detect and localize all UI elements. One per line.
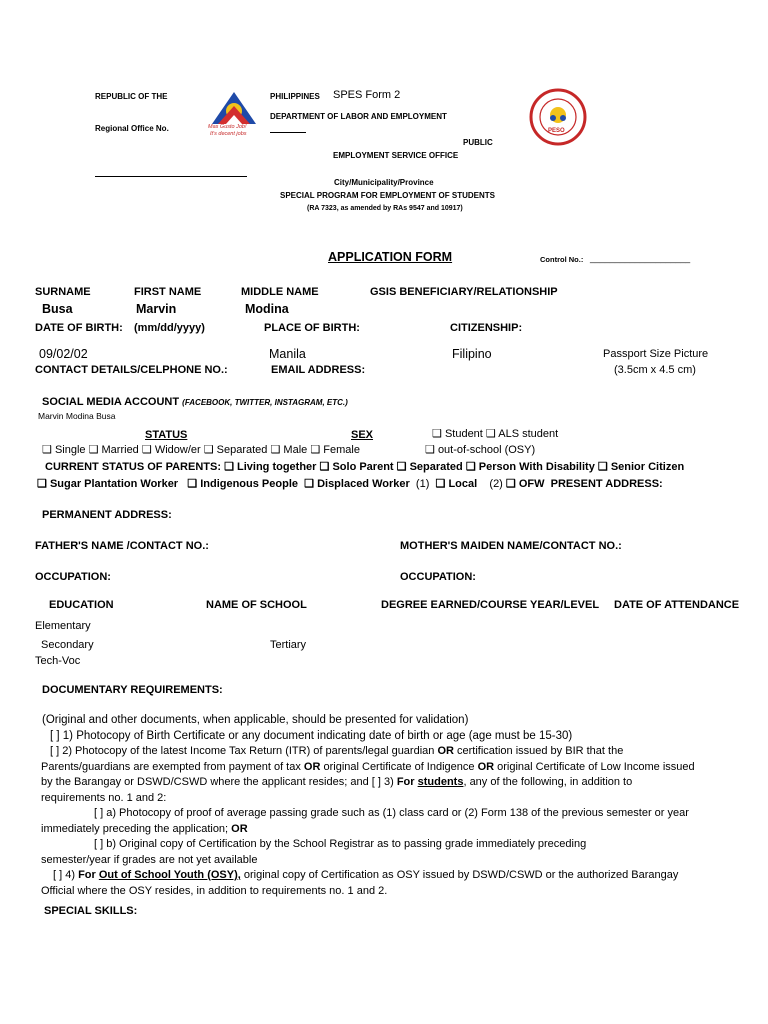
regional-office-line — [95, 176, 247, 177]
ofw-checkbox[interactable]: ❑ — [505, 478, 516, 490]
option-1-label: (1) — [415, 478, 430, 490]
local-label: Local — [448, 478, 478, 490]
requirement-2-or-2: OR — [303, 760, 321, 773]
osy-checkbox[interactable]: ❑ — [425, 444, 435, 456]
first-name-label: FIRST NAME — [134, 286, 202, 298]
pwd-checkbox[interactable]: ❑ — [465, 461, 476, 473]
dole-tagline-1: Mas Gusto Job! — [208, 124, 247, 130]
requirement-2-or-3: OR — [477, 760, 495, 773]
social-media-value[interactable]: Marvin Modina Busa — [38, 411, 116, 421]
city-label: City/Municipality/Province — [334, 178, 434, 187]
parents-status-row — [45, 462, 684, 473]
separated-parents-checkbox[interactable]: ❑ — [396, 461, 407, 473]
student-checkbox[interactable]: ❑ — [432, 428, 442, 440]
married-label: Married — [101, 444, 139, 456]
senior-label: Senior Citizen — [610, 461, 685, 473]
requirement-3b-text: [ ] b) Original copy of Certification by the School Registrar as to passing grade immediately preceding semester/year if grades are not yet available — [41, 838, 587, 866]
citizenship-label: CITIZENSHIP: — [450, 322, 523, 334]
widow-checkbox[interactable]: ❑ — [141, 444, 152, 456]
single-checkbox[interactable]: ❑ — [42, 444, 52, 456]
form-name: SPES Form 2 — [333, 89, 401, 101]
female-label: Female — [323, 444, 360, 456]
living-together-label: Living together — [237, 461, 317, 473]
philippines-label: PHILIPPINES — [270, 92, 320, 101]
control-no-field[interactable]: ____________________ — [590, 253, 691, 263]
program-label: SPECIAL PROGRAM FOR EMPLOYMENT OF STUDENTS — [280, 191, 495, 200]
control-no-label: Control No.: — [540, 255, 584, 264]
parents-status-label: CURRENT STATUS OF PARENTS: — [45, 461, 221, 473]
degree-heading: DEGREE EARNED/COURSE — [381, 599, 528, 611]
displaced-checkbox[interactable]: ❑ — [304, 478, 314, 490]
separated-label: Separated — [216, 444, 268, 456]
year-heading: YEAR/LEVEL — [530, 599, 600, 611]
form-title: APPLICATION FORM — [328, 250, 453, 264]
middle-name-label: MIDDLE NAME — [241, 286, 319, 298]
osy-label: out-of-school (OSY) — [437, 444, 536, 456]
pob-label: PLACE OF BIRTH: — [264, 322, 360, 334]
contact-label: CONTACT DETAILS/CELPHONE NO.: — [35, 364, 228, 376]
public-label: PUBLIC — [463, 138, 493, 147]
tertiary-label: Tertiary — [270, 639, 307, 651]
sugar-label: Sugar Plantation Worker — [49, 478, 179, 490]
indigenous-label: Indigenous People — [200, 478, 298, 490]
single-label: Single — [54, 444, 86, 456]
widow-label: Widow/er — [154, 444, 201, 456]
social-media-hint: (FACEBOOK, TWITTER, INSTAGRAM, ETC.) — [182, 398, 348, 407]
mother-label: MOTHER'S MAIDEN NAME/CONTACT NO.: — [400, 540, 622, 552]
requirement-4 — [41, 868, 681, 899]
requirement-4-bracket: [ ] 4) — [53, 869, 79, 881]
middle-name-value[interactable]: Modina — [245, 302, 289, 316]
email-label: EMAIL ADDRESS: — [271, 364, 366, 376]
surname-value[interactable]: Busa — [42, 302, 73, 316]
father-occupation-label: OCCUPATION: — [35, 571, 111, 583]
requirement-4-text: original copy of Certification as OSY issued by DSWD/CSWD or the authorized Barangay Official where the OSY resides, in addition to requirements no. 1 and 2. — [41, 869, 679, 897]
requirements-intro: (Original and other documents, when applicable, should be presented for validation) — [42, 714, 469, 726]
senior-checkbox[interactable]: ❑ — [597, 461, 608, 473]
department-line — [270, 132, 306, 133]
male-label: Male — [283, 444, 308, 456]
regional-office-label: Regional Office No. — [95, 124, 169, 133]
requirement-3a — [41, 806, 706, 837]
mother-occupation-label: OCCUPATION: — [400, 571, 476, 583]
first-name-value[interactable]: Marvin — [136, 302, 177, 316]
option-2-label: (2) — [489, 478, 503, 490]
requirement-2-text-b: certification issued by BIR that the Parents/guardians are exempted from payment of tax — [41, 745, 624, 773]
married-checkbox[interactable]: ❑ — [88, 444, 99, 456]
sex-heading: SEX — [351, 429, 374, 441]
requirement-2-3 — [41, 744, 696, 806]
department-label: DEPARTMENT OF LABOR AND EMPLOYMENT — [270, 112, 447, 121]
passport-size-label: (3.5cm x 4.5 cm) — [614, 364, 696, 376]
requirement-3-for: For — [396, 776, 418, 788]
local-checkbox[interactable]: ❑ — [435, 478, 446, 490]
special-skills-label: SPECIAL SKILLS: — [44, 905, 138, 917]
ofw-label: OFW — [518, 478, 545, 490]
sugar-checkbox[interactable]: ❑ — [37, 478, 47, 490]
requirement-3a-or: OR — [231, 822, 248, 835]
displaced-label: Displaced Worker — [317, 478, 410, 490]
dob-value[interactable]: 09/02/02 — [39, 347, 88, 361]
requirement-3a-text: [ ] a) Photocopy of proof of average passing grade such as (1) class card or (2) Form 138 of the previous semester or year immediately preceding the application; — [41, 807, 689, 835]
indigenous-checkbox[interactable]: ❑ — [187, 478, 198, 490]
surname-label: SURNAME — [35, 286, 91, 298]
techvoc-label: Tech-Voc — [35, 655, 81, 667]
requirement-2-or-1: OR — [437, 745, 454, 757]
requirement-2-text-a: [ ] 2) Photocopy of the latest Income Tax Return (ITR) of parents/legal guardian — [50, 745, 438, 757]
dob-format-label: (mm/dd/yyyy) — [134, 322, 205, 334]
solo-parent-label: Solo Parent — [332, 461, 394, 473]
school-heading: NAME OF SCHOOL — [206, 599, 307, 611]
male-checkbox[interactable]: ❑ — [270, 444, 281, 456]
passport-picture-label: Passport Size Picture — [603, 348, 709, 360]
elementary-label: Elementary — [35, 620, 91, 632]
student-label: Student — [444, 428, 483, 440]
present-address-label: PRESENT ADDRESS: — [550, 478, 663, 490]
requirement-4-osy: Out of School Youth (OSY), — [98, 869, 241, 881]
peso-acronym: PESO — [548, 128, 565, 134]
secondary-label: Secondary — [41, 639, 94, 651]
student-type-row — [432, 429, 558, 440]
requirement-2-text-c: original Certificate of Indigence — [320, 760, 478, 773]
separated-parents-label: Separated — [409, 461, 463, 473]
requirement-1: [ ] 1) Photocopy of Birth Certificate or any document indicating date of birth or age (age must be 15-30) — [50, 730, 573, 742]
dob-label: DATE OF BIRTH: — [35, 322, 123, 334]
education-heading: EDUCATION — [49, 599, 114, 611]
osy-row — [425, 445, 535, 456]
citizenship-value[interactable]: Filipino — [452, 347, 492, 361]
gsis-label: GSIS BENEFICIARY/RELATIONSHIP — [370, 286, 558, 298]
social-media-label-text: SOCIAL MEDIA ACCOUNT — [42, 396, 183, 408]
status-heading: STATUS — [145, 429, 188, 441]
dole-logo — [208, 90, 260, 140]
solo-parent-checkbox[interactable]: ❑ — [319, 461, 330, 473]
ra-label: (RA 7323, as amended by RAs 9547 and 10917) — [307, 205, 463, 212]
republic-label: REPUBLIC OF THE — [95, 92, 168, 101]
living-together-checkbox[interactable]: ❑ — [224, 461, 234, 473]
pwd-label: Person With Disability — [478, 461, 595, 473]
permanent-address-label: PERMANENT ADDRESS: — [42, 509, 172, 521]
doc-requirements-heading: DOCUMENTARY REQUIREMENTS: — [42, 684, 223, 696]
female-checkbox[interactable]: ❑ — [310, 444, 321, 456]
parents-status-row-2 — [37, 479, 663, 490]
pob-value[interactable]: Manila — [269, 347, 306, 361]
requirement-3b — [41, 837, 641, 868]
requirement-2-text-d: original Certificate of Low Income issued by the Barangay or DSWD/CSWD where the applicant resides; and [ ] 3) — [41, 760, 695, 788]
father-label: FATHER'S NAME /CONTACT NO.: — [35, 540, 209, 552]
attendance-heading: DATE OF ATTENDANCE — [614, 599, 740, 611]
separated-checkbox[interactable]: ❑ — [203, 444, 214, 456]
als-label: ALS student — [498, 428, 559, 440]
requirement-3-text: , any of the following, in addition to requirements no. 1 and 2: — [41, 776, 633, 804]
peso-logo — [529, 88, 587, 146]
als-checkbox[interactable]: ❑ — [485, 428, 496, 440]
dole-tagline-2: It's decent jobs — [210, 131, 247, 137]
requirement-4-for: For — [78, 869, 99, 881]
social-media-label — [42, 397, 348, 408]
status-sex-row — [42, 445, 360, 456]
employment-service-office-label: EMPLOYMENT SERVICE OFFICE — [333, 151, 459, 160]
requirement-3-students: students — [417, 776, 464, 788]
